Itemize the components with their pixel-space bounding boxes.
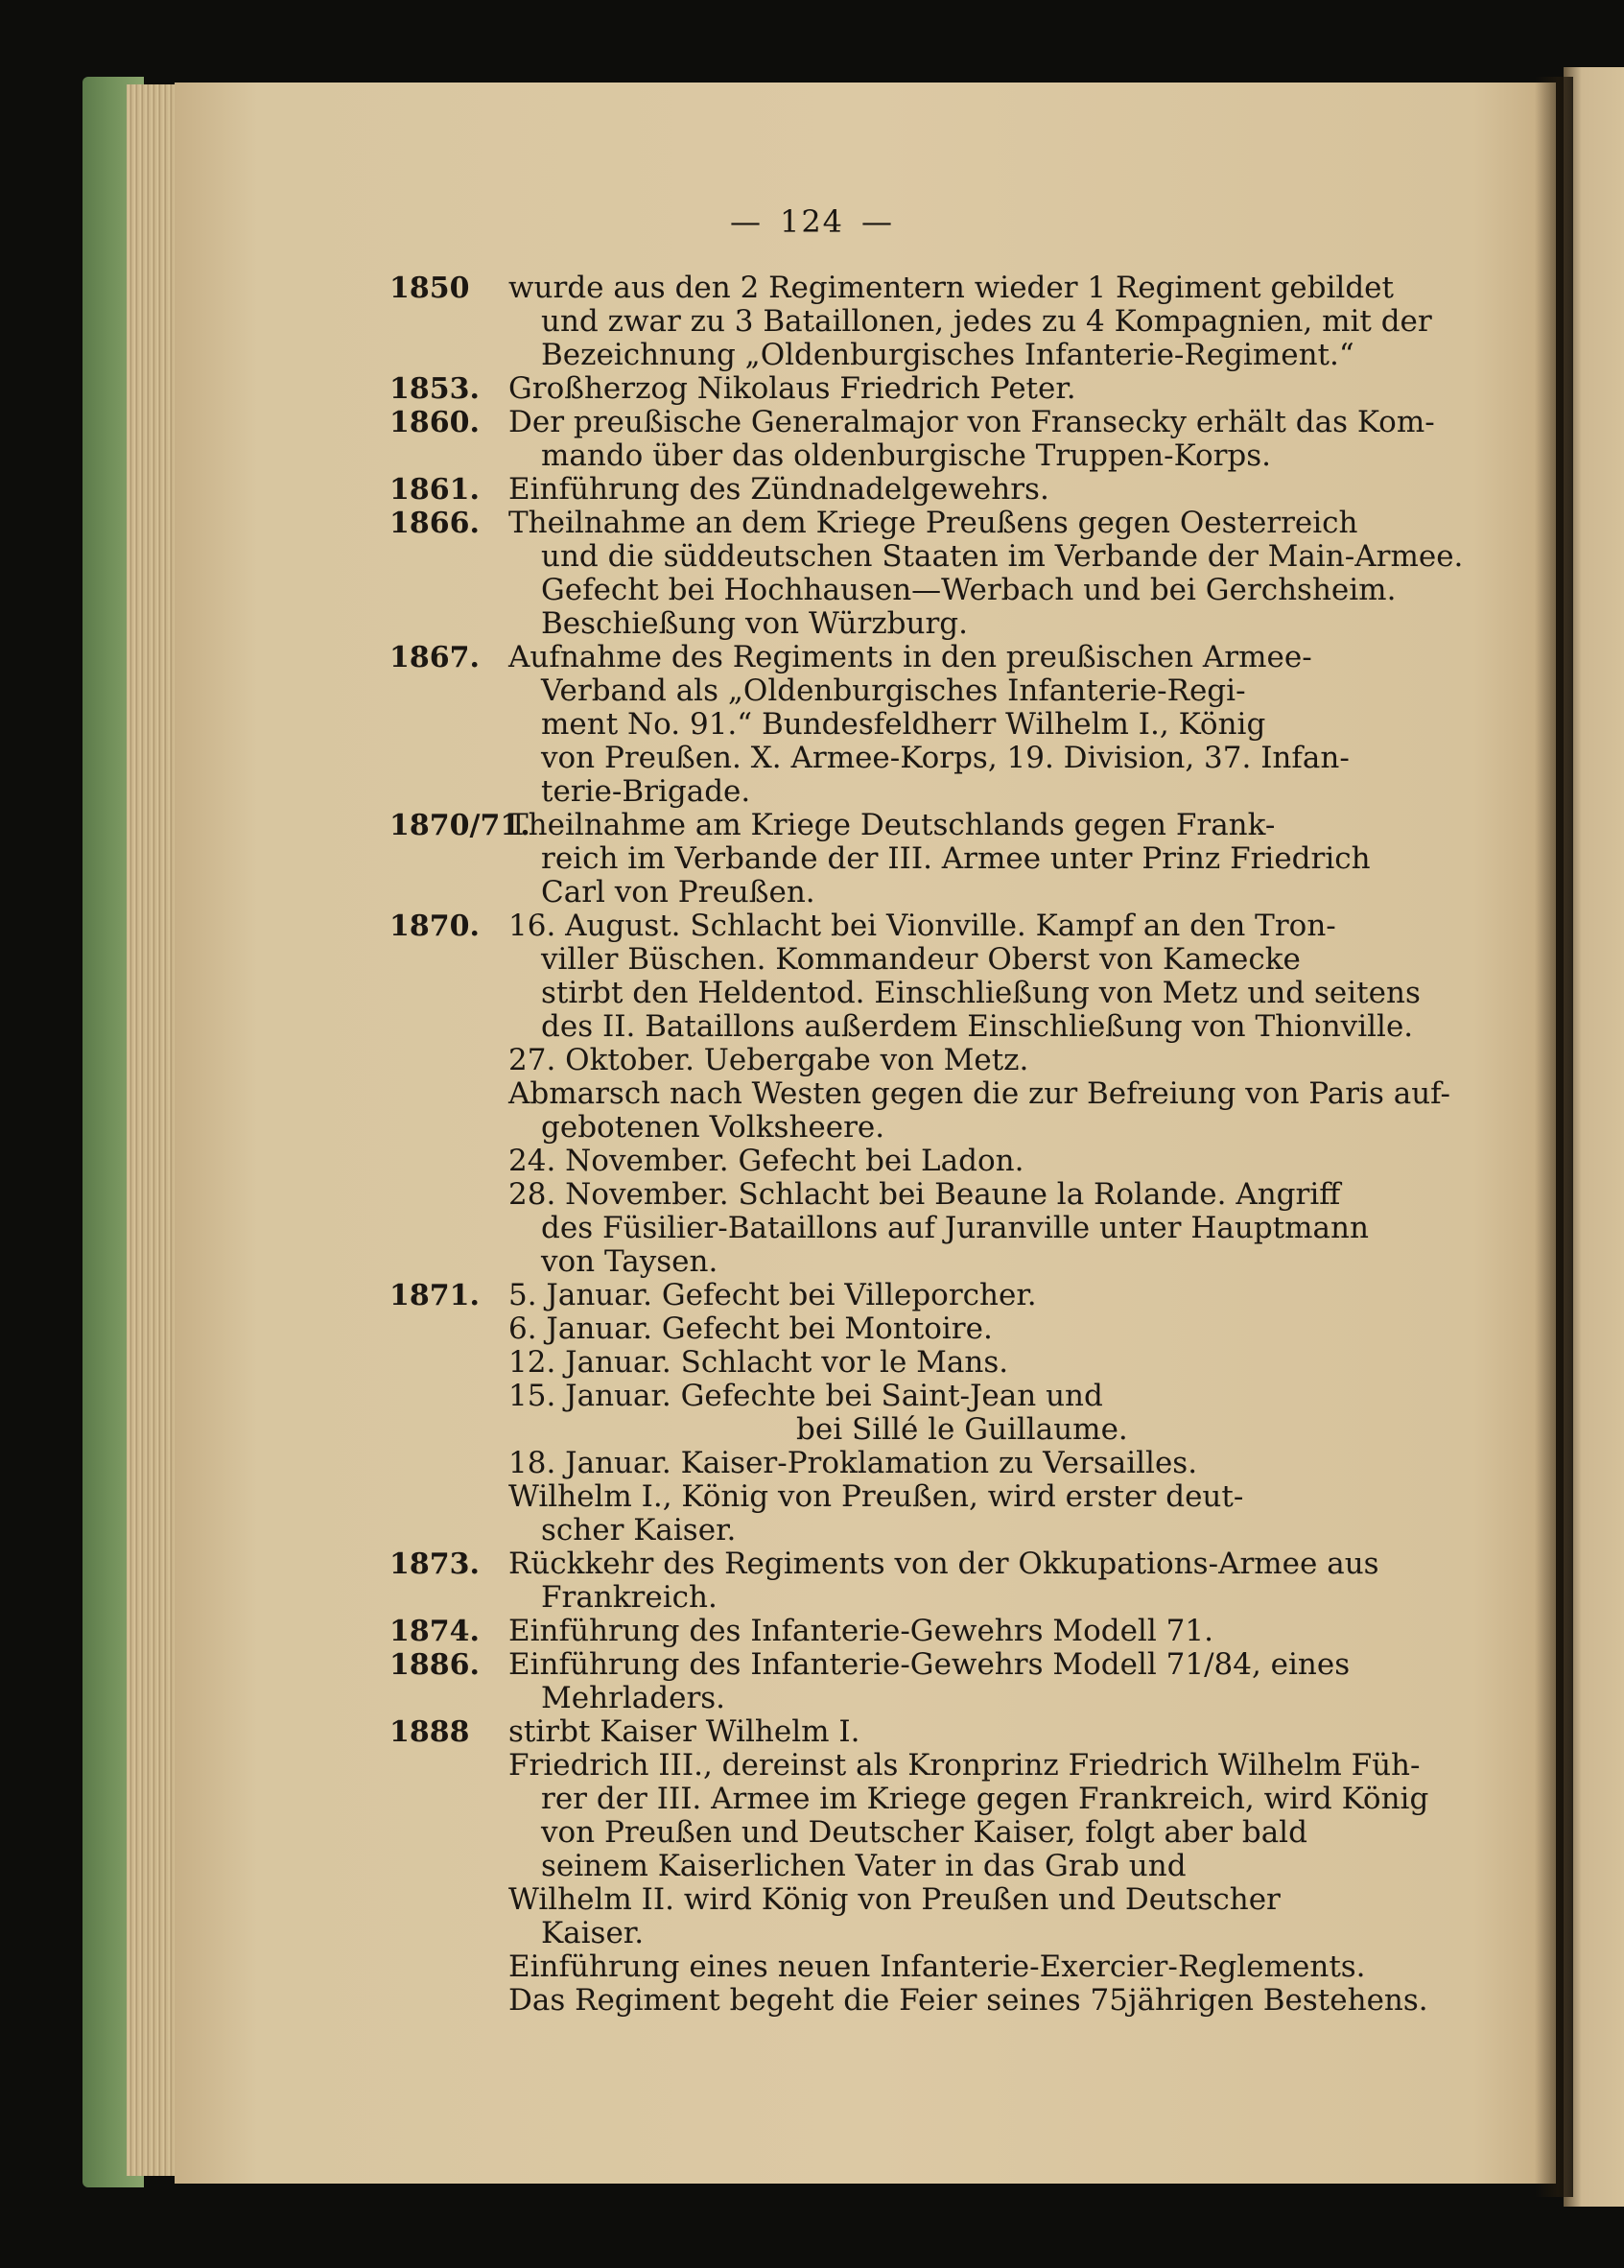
entry-year: 1871. (389, 1279, 480, 1312)
entry-text-line: Beschießung von Würzburg. (541, 606, 969, 641)
entry-text-line: Großherzog Nikolaus Friedrich Peter. (508, 371, 1076, 406)
entry-text-line: 24. November. Gefecht bei Ladon. (508, 1144, 1024, 1178)
entry-text-line: stirbt den Heldentod. Einschließung von Metz und seitens (541, 976, 1421, 1010)
entry-text-line: und zwar zu 3 Bataillonen, jedes zu 4 Kompagnien, mit der (541, 304, 1432, 339)
entry-text-line: gebotenen Volksheere. (541, 1110, 885, 1145)
entry-year: 1870/71. (389, 809, 530, 842)
entry-year: 1873. (389, 1547, 480, 1581)
entry-year: 1867. (389, 641, 480, 674)
entry-text-line: 12. Januar. Schlacht vor le Mans. (508, 1345, 1009, 1380)
entry-year: 1886. (389, 1648, 480, 1682)
chronology-text (389, 271, 1464, 2018)
entry-text-line: Einführung eines neuen Infanterie-Exercier-Reglements. (508, 1949, 1366, 1984)
entry-text-line: mando über das oldenburgische Truppen-Korps. (541, 438, 1272, 473)
entry-text-line: von Preußen. X. Armee-Korps, 19. Division, 37. Infan- (541, 741, 1350, 775)
entry-text-line: 16. August. Schlacht bei Vionville. Kampf an den Tron- (508, 909, 1336, 943)
entry-text-line: 5. Januar. Gefecht bei Villeporcher. (508, 1278, 1037, 1312)
entry-text-line: 18. Januar. Kaiser-Proklamation zu Versailles. (508, 1446, 1198, 1480)
chronology-entry (389, 1647, 1448, 1715)
entry-text-line: Verband als „Oldenburgisches Infanterie-Regi- (541, 673, 1246, 708)
entry-text-line: Carl von Preußen. (541, 875, 815, 910)
entry-text-line: reich im Verbande der III. Armee unter Prinz Friedrich (541, 841, 1371, 876)
entry-text-line: Kaiser. (541, 1916, 645, 1950)
entry-text-line: Theilnahme am Kriege Deutschlands gegen Frank- (508, 808, 1276, 842)
entry-text-line: scher Kaiser. (541, 1513, 737, 1547)
chronology-entry (389, 371, 1448, 406)
entry-text-line: 27. Oktober. Uebergabe von Metz. (508, 1043, 1029, 1077)
entry-text-line: Mehrladers. (541, 1681, 726, 1715)
chronology-entry (389, 808, 1448, 910)
entry-text-line: Einführung des Infanterie-Gewehrs Modell 71. (508, 1614, 1213, 1648)
chronology-entry (389, 506, 1464, 641)
entry-text-line: rer der III. Armee im Kriege gegen Frankreich, wird König (541, 1782, 1429, 1816)
entry-year: 1850 (389, 272, 470, 305)
entry-text-line: 15. Januar. Gefechte bei Saint-Jean und (508, 1379, 1103, 1413)
chronology-entry (389, 405, 1448, 473)
entry-text-line: Rückkehr des Regiments von der Okkupations-Armee aus (508, 1547, 1379, 1581)
entry-year: 1888 (389, 1715, 470, 1749)
entry-text-line: bei Sillé le Guillaume. (796, 1412, 1128, 1447)
entry-text-line: Wilhelm II. wird König von Preußen und Deutscher (508, 1882, 1281, 1917)
entry-text-line: stirbt Kaiser Wilhelm I. (508, 1714, 860, 1749)
entry-text-line: Abmarsch nach Westen gegen die zur Befreiung von Paris auf- (508, 1076, 1451, 1111)
entry-year: 1861. (389, 473, 480, 507)
book-gutter (1535, 77, 1573, 2197)
page-number-value: 124 (779, 203, 845, 240)
entry-text-line: des Füsilier-Bataillons auf Juranville unter Hauptmann (541, 1211, 1369, 1245)
entry-text-line: Einführung des Infanterie-Gewehrs Modell 71/84, eines (508, 1647, 1351, 1682)
entry-text-line: Das Regiment begeht die Feier seines 75jährigen Bestehens. (508, 1983, 1428, 2018)
chronology-entry (389, 1547, 1448, 1615)
entry-text-line: Theilnahme an dem Kriege Preußens gegen Oesterreich (508, 506, 1358, 540)
chronology-entry (389, 640, 1448, 809)
entry-text-line: Gefecht bei Hochhausen—Werbach und bei Gerchsheim. (541, 573, 1397, 607)
entry-year: 1860. (389, 406, 480, 439)
entry-text-line: ment No. 91.“ Bundesfeldherr Wilhelm I., König (541, 707, 1266, 742)
entry-year: 1874. (389, 1615, 480, 1648)
entry-text-line: Einführung des Zündnadelgewehrs. (508, 472, 1049, 507)
entry-text-line: von Preußen und Deutscher Kaiser, folgt aber bald (541, 1815, 1307, 1850)
chronology-entry (389, 1278, 1448, 1547)
entry-text-line: Aufnahme des Regiments in den preußischen Armee- (508, 640, 1312, 674)
entry-text-line: seinem Kaiserlichen Vater in das Grab und (541, 1849, 1187, 1883)
entry-text-line: terie-Brigade. (541, 774, 751, 809)
chronology-entry (389, 1614, 1448, 1648)
chronology-entry (389, 472, 1448, 507)
entry-text-line: des II. Bataillons außerdem Einschließung von Thionville. (541, 1009, 1414, 1044)
page-stack-edge (127, 84, 180, 2176)
entry-text-line: Frankreich. (541, 1580, 718, 1615)
entry-text-line: 6. Januar. Gefecht bei Montoire. (508, 1311, 993, 1346)
entry-text-line: viller Büschen. Kommandeur Oberst von Kamecke (541, 942, 1301, 977)
chronology-entry (389, 909, 1451, 1279)
chronology-entry (389, 271, 1448, 372)
entry-year: 1866. (389, 507, 480, 540)
entry-year: 1853. (389, 372, 480, 406)
entry-text-line: Der preußische Generalmajor von Fransecky erhält das Kom- (508, 405, 1435, 439)
entry-text-line: von Taysen. (541, 1244, 718, 1279)
entry-text-line: 28. November. Schlacht bei Beaune la Rolande. Angriff (508, 1177, 1341, 1212)
page-number: — 124 — (729, 203, 895, 240)
entry-text-line: wurde aus den 2 Regimentern wieder 1 Regiment gebildet (508, 271, 1394, 305)
chronology-entry (389, 1714, 1448, 2018)
entry-text-line: Bezeichnung „Oldenburgisches Infanterie-Regiment.“ (541, 338, 1354, 372)
entry-text-line: und die süddeutschen Staaten im Verbande der Main-Armee. (541, 539, 1464, 574)
entry-text-line: Wilhelm I., König von Preußen, wird erster deut- (508, 1479, 1244, 1514)
entry-year: 1870. (389, 910, 480, 943)
entry-text-line: Friedrich III., dereinst als Kronprinz Friedrich Wilhelm Füh- (508, 1748, 1421, 1783)
